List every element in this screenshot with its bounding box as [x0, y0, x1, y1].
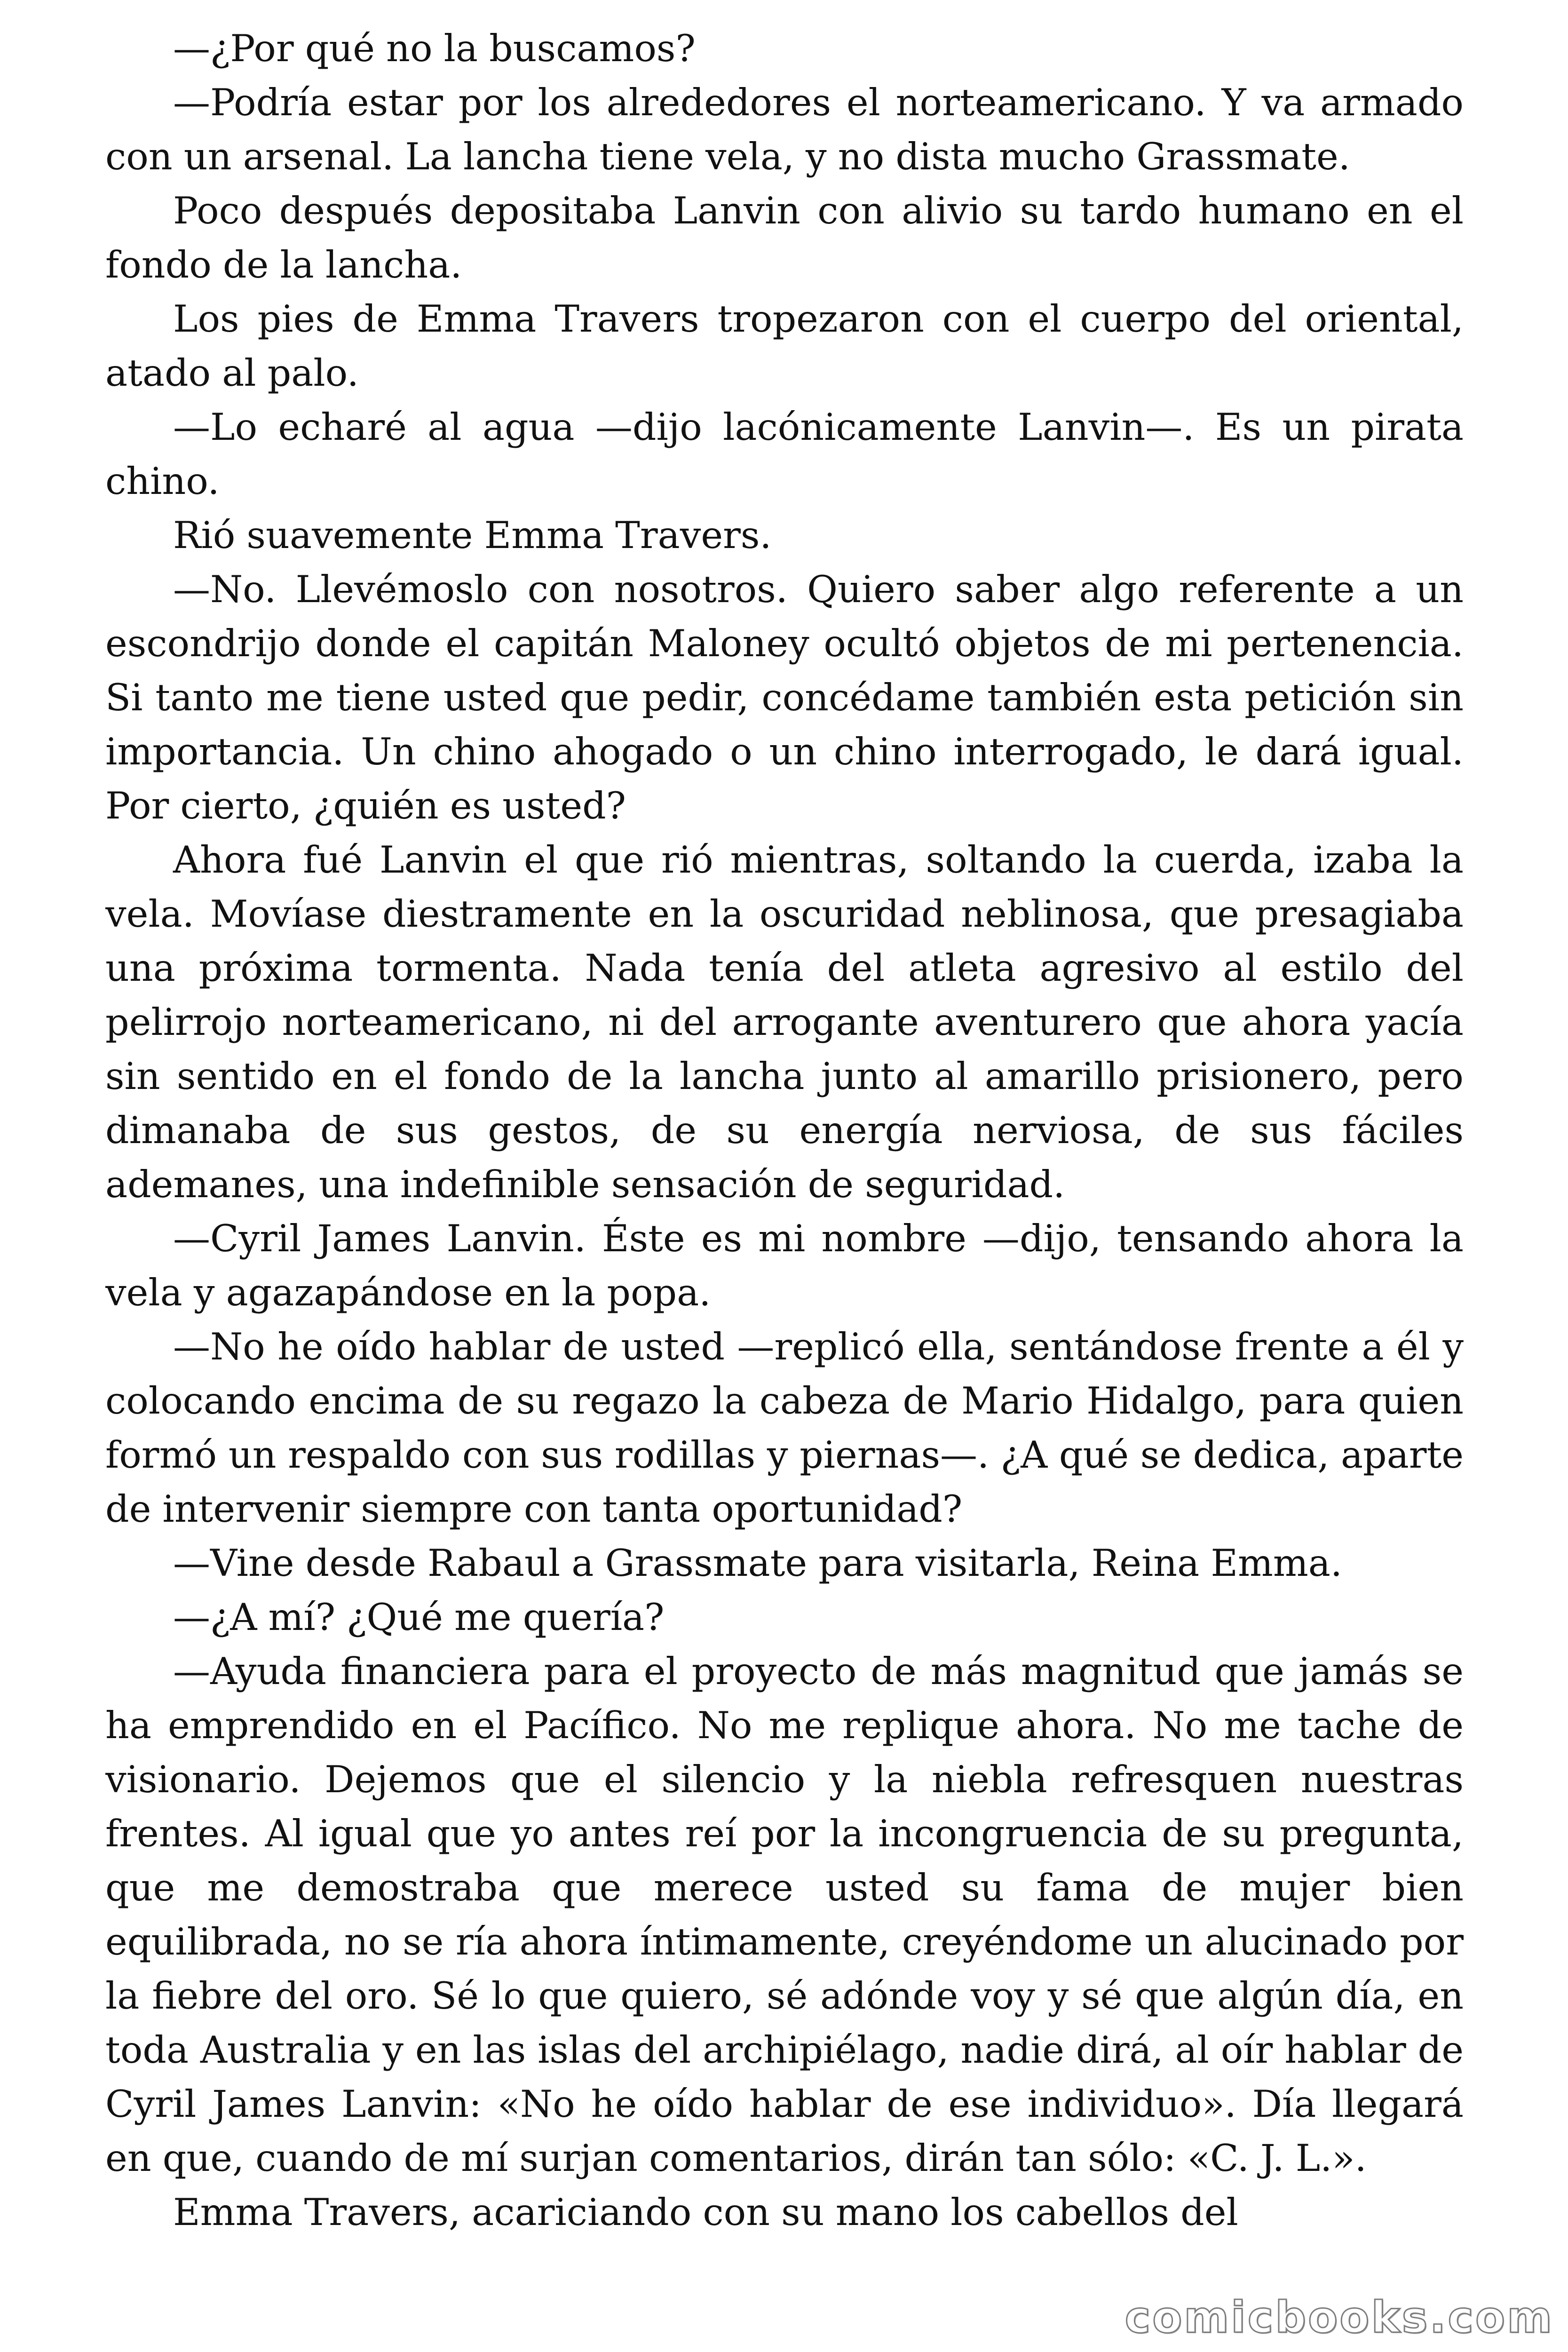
paragraph: —Podría estar por los alrededores el norteamericano. Y va armado con un arsenal. La lancha tiene vela, y no dista mucho Grassmate.	[105, 81, 1464, 178]
paragraph: Los pies de Emma Travers tropezaron con el cuerpo del oriental, atado al palo.	[105, 297, 1464, 395]
paragraph: —Ayuda financiera para el proyecto de más magnitud que jamás se ha emprendido en el Pacífico. No me replique ahora. No me tache de visionario. Dejemos que el silencio y la niebla refresquen nuestras frentes. Al igual que yo antes reí por la incongruencia de su pregunta, que me demostraba que merece usted su fama de mujer bien equilibrada, no se ría ahora íntimamente, creyéndome un alucinado por la fiebre del oro. Sé lo que quiero, sé adónde voy y sé que algún día, en toda Australia y en las islas del archipiélago, nadie dirá, al oír hablar de Cyril James Lanvin: «No he oído hablar de ese individuo». Día llegará en que, cuando de mí surjan comentarios, dirán tan sólo: «C. J. L.».	[105, 1650, 1464, 2180]
paragraph: —¿A mí? ¿Qué me quería?	[173, 1596, 665, 1639]
paragraph: —¿Por qué no la buscamos?	[173, 27, 696, 70]
paragraph: Ahora fué Lanvin el que rió mientras, soltando la cuerda, izaba la vela. Movíase diestramente en la oscuridad neblinosa, que presagiaba una próxima tormenta. Nada tenía del atleta agresivo al estilo del pelirrojo norteamericano, ni del arrogante aventurero que ahora yacía sin sentido en el fondo de la lancha junto al amarillo prisionero, pero dimanaba de sus gestos, de su energía nerviosa, de sus fáciles ademanes, una indefinible sensación de seguridad.	[105, 838, 1464, 1206]
paragraph: —No he oído hablar de usted —replicó ella, sentándose frente a él y colocando encima de su regazo la cabeza de Mario Hidalgo, para quien formó un respaldo con sus rodillas y piernas—. ¿A qué se dedica, aparte de intervenir siempre con tanta oportunidad?	[105, 1325, 1464, 1531]
paragraph: —No. Llevémoslo con nosotros. Quiero saber algo referente a un escondrijo donde el capitán Maloney ocultó objetos de mi pertenencia. Si tanto me tiene usted que pedir, concédame también esta petición sin importancia. Un chino ahogado o un chino interrogado, le dará igual. Por cierto, ¿quién es usted?	[105, 568, 1464, 827]
paragraph: Poco después depositaba Lanvin con alivio su tardo humano en el fondo de la lancha.	[105, 189, 1464, 286]
paragraph: —Vine desde Rabaul a Grassmate para visitarla, Reina Emma.	[173, 1542, 1343, 1585]
paragraph: —Lo echaré al agua —dijo lacónicamente Lanvin—. Es un pirata chino.	[105, 405, 1464, 503]
paragraph: Rió suavemente Emma Travers.	[173, 514, 772, 557]
paragraph: —Cyril James Lanvin. Éste es mi nombre —dijo, tensando ahora la vela y agazapándose en la popa.	[105, 1217, 1464, 1314]
paragraph-last: Emma Travers, acariciando con su mano los cabellos del	[173, 2191, 1238, 2234]
book-page	[105, 22, 1464, 2308]
watermark-logo: comicbooks.com	[1125, 2292, 1554, 2343]
